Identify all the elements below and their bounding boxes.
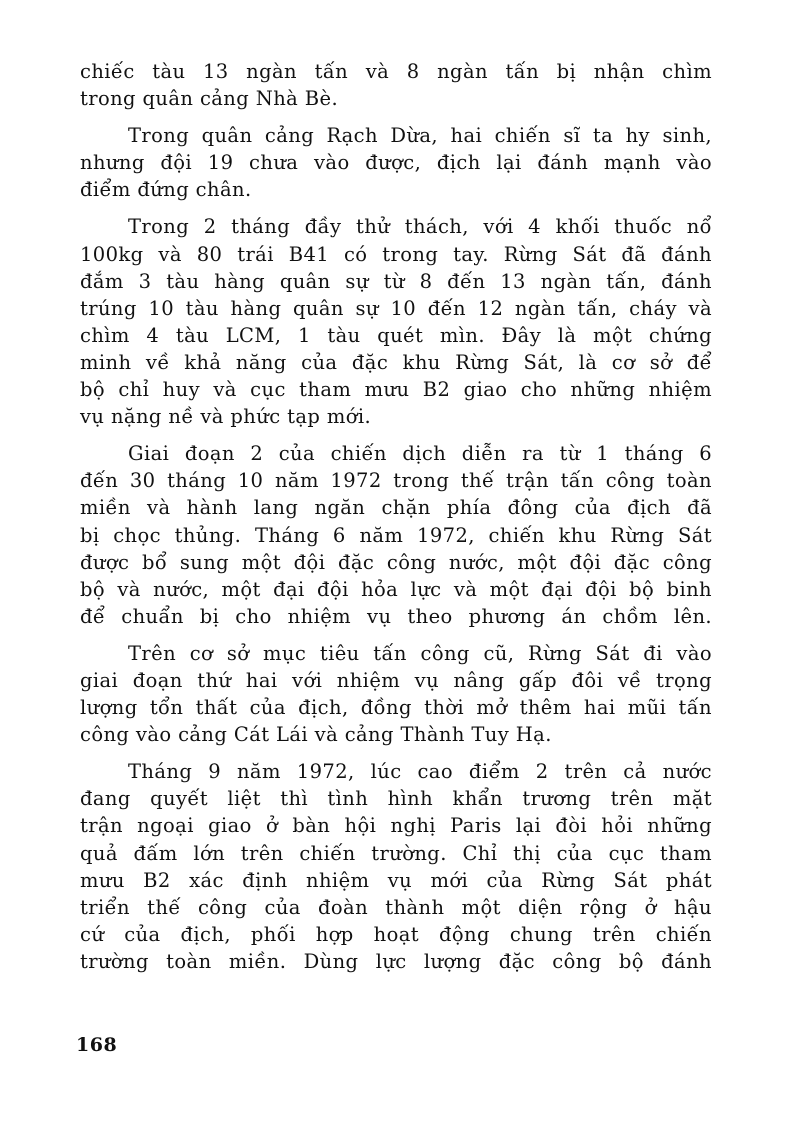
text-line: minh về khả năng của đặc khu Rừng Sát, là cơ sở để xyxy=(80,350,712,374)
text-line: bộ chỉ huy và cục tham mưu B2 giao cho những nhiệm xyxy=(80,378,712,402)
text-line: vụ nặng nề và phức tạp mới. xyxy=(80,405,372,429)
text-line: triển thế công của đoàn thành một diện rộng ở hậu xyxy=(80,895,712,919)
paragraph-5 xyxy=(80,640,712,748)
text-line: được bổ sung một đội đặc công nước, một đội đặc công xyxy=(80,550,712,574)
text-line: bộ và nước, một đại đội hỏa lực và một đại đội bộ binh xyxy=(80,577,712,601)
text-line: Giai đoạn 2 của chiến dịch diễn ra từ 1 tháng 6 xyxy=(128,442,712,466)
text-line: chiếc tàu 13 ngàn tấn và 8 ngàn tấn bị nhận chìm xyxy=(80,60,712,83)
paragraph-4 xyxy=(80,440,712,630)
text-line: trường toàn miền. Dùng lực lượng đặc công bộ đánh xyxy=(80,949,712,973)
text-line: 100kg và 80 trái B41 có trong tay. Rừng Sát đã đánh xyxy=(80,242,712,266)
text-line: Trong 2 tháng đầy thử thách, với 4 khối thuốc nổ xyxy=(128,215,712,239)
text-line: bị chọc thủng. Tháng 6 năm 1972, chiến khu Rừng Sát xyxy=(80,523,712,547)
text-line: trận ngoại giao ở bàn hội nghị Paris lại đòi hỏi những xyxy=(80,814,712,838)
text-line: đắm 3 tàu hàng quân sự từ 8 đến 13 ngàn tấn, đánh xyxy=(80,269,712,293)
text-line: trong quân cảng Nhà Bè. xyxy=(80,87,339,111)
text-line: lượng tổn thất của địch, đồng thời mở thêm hai mũi tấn xyxy=(80,696,712,720)
page-number: 168 xyxy=(76,1034,118,1056)
paragraph-2 xyxy=(80,122,712,203)
text-line: chìm 4 tàu LCM, 1 tàu quét mìn. Đây là một chứng xyxy=(80,323,712,347)
text-line: Trên cơ sở mục tiêu tấn công cũ, Rừng Sát đi vào xyxy=(128,641,712,665)
text-line: quả đấm lớn trên chiến trường. Chỉ thị của cục tham xyxy=(80,841,712,865)
text-line: Trong quân cảng Rạch Dừa, hai chiến sĩ ta hy sinh, xyxy=(128,124,712,148)
text-line: mưu B2 xác định nhiệm vụ mới của Rừng Sát phát xyxy=(80,868,712,892)
paragraph-6 xyxy=(80,758,712,975)
text-line: điểm đứng chân. xyxy=(80,178,252,202)
text-line: để chuẩn bị cho nhiệm vụ theo phương án chồm lên. xyxy=(80,604,712,628)
text-line: công vào cảng Cát Lái và cảng Thành Tuy Hạ. xyxy=(80,723,552,747)
text-line: Tháng 9 năm 1972, lúc cao điểm 2 trên cả nước xyxy=(128,760,712,784)
text-line: trúng 10 tàu hàng quân sự 10 đến 12 ngàn tấn, cháy và xyxy=(80,296,712,320)
text-line: nhưng đội 19 chưa vào được, địch lại đánh mạnh vào xyxy=(80,151,712,175)
paragraph-1 xyxy=(80,58,712,112)
text-line: đang quyết liệt thì tình hình khẩn trương trên mặt xyxy=(80,787,712,811)
text-line: đến 30 tháng 10 năm 1972 trong thế trận tấn công toàn xyxy=(80,469,712,493)
text-line: giai đoạn thứ hai với nhiệm vụ nâng gấp đôi về trọng xyxy=(80,668,712,692)
text-line: cứ của địch, phối hợp hoạt động chung trên chiến xyxy=(80,922,712,946)
paragraph-3 xyxy=(80,213,712,430)
text-line: miền và hành lang ngăn chặn phía đông của địch đã xyxy=(80,496,712,520)
page-body xyxy=(80,58,712,975)
